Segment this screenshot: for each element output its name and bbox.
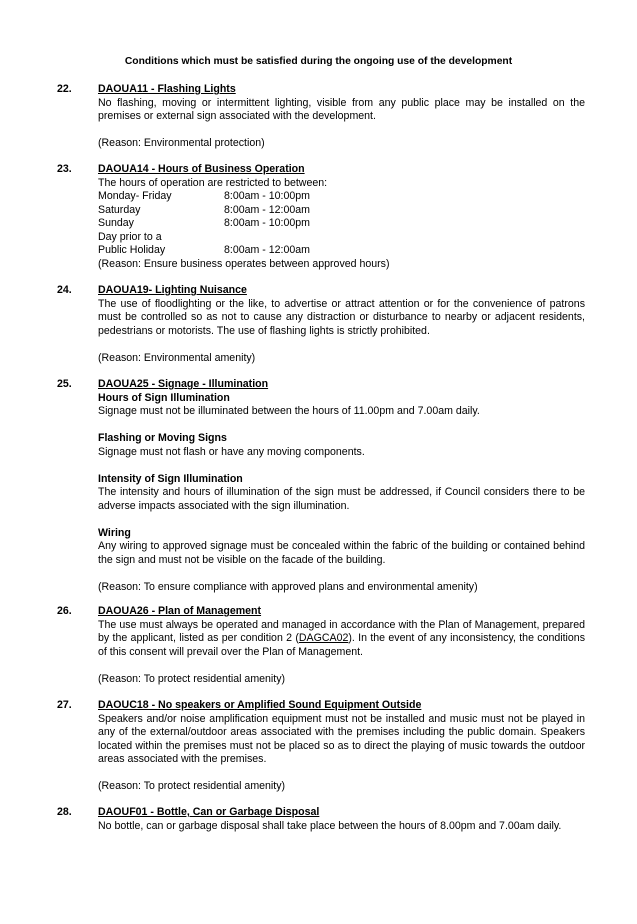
condition-reason: (Reason: To protect residential amenity)	[98, 780, 286, 792]
condition-reason: (Reason: To protect residential amenity)	[98, 672, 286, 685]
body-text: ). In the event of any inconsistency, the conditions of this consent will prevail over the Plan of Management.	[98, 632, 585, 658]
hours-row	[98, 231, 585, 245]
condition-title: DAOUA11 - Flashing Lights	[98, 83, 236, 95]
condition-number: 28.	[57, 806, 72, 818]
hours-time: 8:00am - 12:00am	[224, 203, 310, 216]
hours-day: Sunday	[98, 217, 134, 229]
condition-title: DAOUA14 - Hours of Business Operation	[98, 163, 305, 175]
hours-row	[98, 190, 585, 204]
hours-time: 8:00am - 10:00pm	[224, 190, 310, 202]
hours-row	[98, 244, 585, 258]
condition-body: No bottle, can or garbage disposal shall take place between the hours of 8.00pm and 7.00am daily.	[98, 819, 562, 832]
condition-title: DAOUF01 - Bottle, Can or Garbage Disposal	[98, 806, 320, 818]
condition-22	[57, 83, 585, 151]
condition-reference-link[interactable]: DAGCA02	[298, 632, 349, 644]
subheading: Wiring	[98, 526, 131, 539]
condition-28	[57, 806, 585, 833]
hours-time: 8:00am - 10:00pm	[224, 217, 310, 229]
condition-number: 23.	[57, 163, 72, 175]
subheading: Flashing or Moving Signs	[98, 432, 227, 444]
body-text: The use must always be operated and managed in accordance with the Plan of Management, prepared by the applicant, listed as per condition 2 (	[98, 618, 585, 644]
hours-day: Day prior to a	[98, 230, 162, 243]
condition-title: DAOUA19- Lighting Nuisance	[98, 284, 247, 296]
condition-number: 26.	[57, 605, 72, 617]
condition-number: 24.	[57, 284, 72, 296]
hours-day: Saturday	[98, 203, 141, 216]
condition-25	[57, 378, 585, 594]
condition-body: The intensity and hours of illumination of the sign must be addressed, if Council considers there to be adverse impacts associated with the sign illumination.	[98, 486, 585, 512]
hours-row	[98, 217, 585, 231]
condition-title: DAOUC18 - No speakers or Amplified Sound Equipment Outside	[98, 699, 422, 711]
condition-23	[57, 163, 585, 271]
condition-27	[57, 699, 585, 794]
condition-body	[98, 619, 585, 660]
section-heading: Conditions which must be satisfied during the ongoing use of the development	[124, 56, 513, 67]
condition-body: Signage must not flash or have any moving components.	[98, 445, 365, 458]
condition-body: Speakers and/or noise amplification equipment must not be installed and music must not be played in any of the external/outdoor areas associated with the premises including the public domain. Speakers located within the premises must not be placed so as to direct the playing of music towards the outdoor areas associated with the premises.	[98, 712, 585, 765]
subheading: Hours of Sign Illumination	[98, 391, 230, 404]
condition-24	[57, 284, 585, 365]
hours-day: Monday- Friday	[98, 190, 172, 202]
condition-reason: (Reason: Environmental protection)	[98, 137, 265, 149]
condition-body: The use of floodlighting or the like, to advertise or attract attention or for the convenience of patrons must be controlled so as not to cause any distraction or disturbance to nearby or adjacent residents, pedestrians or motorists. The use of flashing lights is strictly prohibited.	[98, 297, 585, 337]
condition-title: DAOUA26 - Plan of Management	[98, 605, 262, 617]
hours-row	[98, 204, 585, 218]
condition-26	[57, 605, 585, 686]
condition-title: DAOUA25 - Signage - Illumination	[98, 378, 269, 390]
condition-body: Signage must not be illuminated between the hours of 11.00pm and 7.00am daily.	[98, 405, 480, 417]
condition-number: 25.	[57, 378, 72, 390]
subheading: Intensity of Sign Illumination	[98, 472, 243, 485]
condition-number: 27.	[57, 699, 72, 711]
condition-number: 22.	[57, 83, 72, 95]
condition-reason: (Reason: Ensure business operates between approved hours)	[98, 257, 390, 270]
hours-day: Public Holiday	[98, 244, 166, 256]
condition-reason: (Reason: Environmental amenity)	[98, 351, 256, 364]
hours-time: 8:00am - 12:00am	[224, 244, 310, 256]
condition-body: Any wiring to approved signage must be concealed within the fabric of the building or contained behind the sign and must not be visible on the facade of the building.	[98, 540, 585, 566]
condition-body: No flashing, moving or intermittent lighting, visible from any public place may be installed on the premises or external sign associated with the development.	[98, 96, 585, 122]
condition-reason: (Reason: To ensure compliance with approved plans and environmental amenity)	[98, 580, 478, 593]
hours-intro: The hours of operation are restricted to between:	[98, 176, 328, 189]
